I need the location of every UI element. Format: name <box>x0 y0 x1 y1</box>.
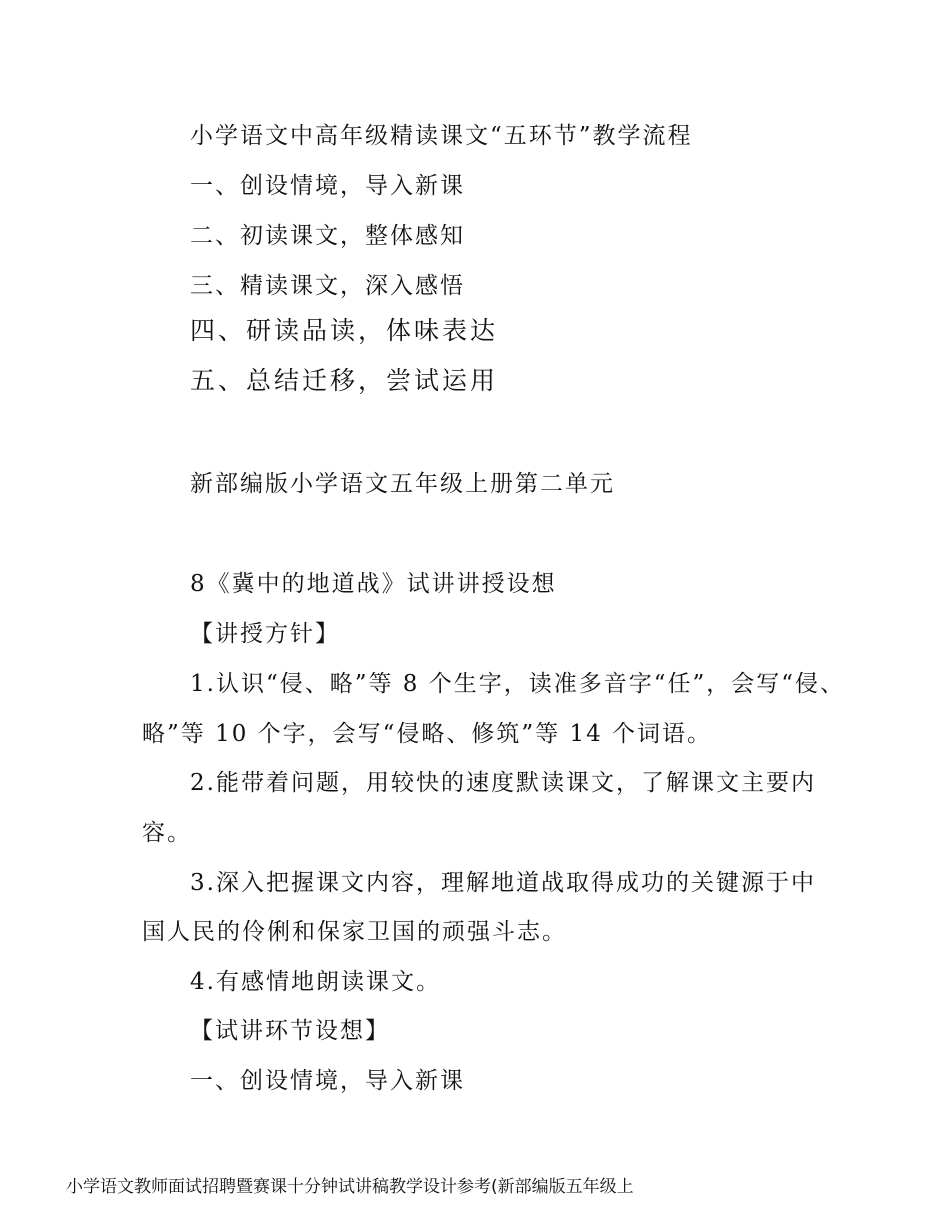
flow-step-5: 五、总结迁移，尝试运用 <box>190 366 499 395</box>
flow-step-1: 一、创设情境，导入新课 <box>190 173 465 199</box>
objective-2-line-1: 2.能带着问题，用较快的速度默读课文，了解课文主要内 <box>190 770 816 796</box>
lesson-title: 8《冀中的地道战》试讲讲授设想 <box>190 571 557 597</box>
footer-caption: 小学语文教师面试招聘暨赛课十分钟试讲稿教学设计参考(新部编版五年级上 <box>66 1177 634 1197</box>
objective-1-line-1: 1.认识“侵、略”等 8 个生字，读准多音字“任”，会写“侵、 <box>190 671 845 697</box>
objective-4-line-1: 4.有感情地朗读课文。 <box>190 969 441 995</box>
flow-step-3: 三、精读课文，深入感悟 <box>190 273 465 299</box>
flow-step-2: 二、初读课文，整体感知 <box>190 223 465 249</box>
objective-1-line-2: 略”等 10 个字，会写“侵略、修筑”等 14 个词语。 <box>142 721 713 747</box>
objective-3-line-2: 国人民的伶俐和保家卫国的顽强斗志。 <box>142 919 567 945</box>
objective-3-line-1: 3.深入把握课文内容，理解地道战取得成功的关键源于中 <box>190 870 816 896</box>
flow-title: 小学语文中高年级精读课文“五环节”教学流程 <box>190 123 693 149</box>
flow-step-4: 四、研读品读，体味表达 <box>190 316 499 345</box>
unit-title: 新部编版小学语文五年级上册第二单元 <box>190 471 615 497</box>
objectives-heading: 【讲授方针】 <box>190 621 340 647</box>
first-step: 一、创设情境，导入新课 <box>190 1068 465 1094</box>
objective-2-line-2: 容。 <box>142 820 192 846</box>
steps-heading: 【试讲环节设想】 <box>190 1018 390 1044</box>
